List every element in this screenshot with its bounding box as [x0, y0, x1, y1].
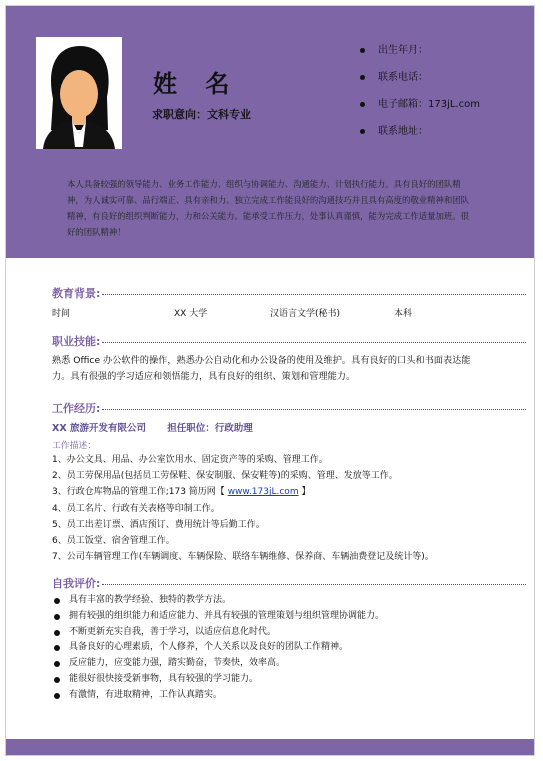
skills-title: 职业技能:: [52, 335, 101, 348]
evaluation-item: [52, 593, 492, 609]
work-item-text: 3、行政仓库物品的管理工作;173 简历网【: [52, 487, 225, 498]
education-major: 汉语言文学(秘书): [270, 309, 341, 319]
bullet-icon: [360, 129, 365, 134]
evaluation-item: [52, 609, 492, 625]
bullet-icon: [54, 630, 60, 636]
evaluation-item: [52, 656, 492, 672]
bullet-icon: [54, 645, 60, 651]
evaluation-title: 自我评价:: [52, 577, 101, 590]
work-item: 6、员工饭堂、宿舍管理工作。: [52, 536, 175, 547]
contact-label: 电子邮箱：173jL.com: [378, 99, 480, 110]
education-divider: [102, 294, 526, 295]
education-time: 时间: [52, 309, 71, 319]
contact-phone: [360, 71, 480, 98]
skills-divider: [102, 342, 526, 343]
position-title: 担任职位：行政助理: [167, 423, 253, 434]
education-degree: 本科: [394, 309, 413, 319]
website-link[interactable]: www.173jL.com: [227, 487, 299, 498]
evaluation-item: [52, 625, 492, 641]
evaluation-item: [52, 688, 492, 704]
evaluation-text: 反应能力，应变能力强，踏实勤奋，节奏快，效率高。: [69, 658, 286, 669]
evaluation-text: 拥有较强的组织能力和适应能力、并具有较强的管理策划与组织管理协调能力。: [69, 610, 385, 621]
work-item-suffix: 】: [301, 487, 311, 498]
evaluation-text: 具有丰富的教学经验、独特的教学方法。: [69, 595, 232, 605]
work-item: 2、员工劳保用品(包括员工劳保鞋、保安制服、保安鞋等)的采购、管理、发放等工作。: [52, 471, 398, 482]
evaluation-text: 能很好很快接受新事物，具有较强的学习能力。: [69, 673, 259, 684]
work-desc-label: 工作描述：: [52, 441, 96, 451]
evaluation-text: 不断更新充实自我，善于学习，以适应信息化时代。: [69, 626, 277, 637]
contact-address: [360, 125, 480, 152]
work-item: 1、办公文具、用品、办公室饮用水、固定资产等的采购、管理工作。: [52, 455, 328, 465]
evaluation-text: 有激情，有进取精神，工作认真踏实。: [69, 689, 223, 700]
candidate-name: 姓 名: [153, 70, 240, 98]
contact-email: [360, 98, 480, 125]
contact-label: 联系地址：: [378, 126, 428, 137]
job-intent: 求职意向：文科专业: [152, 108, 251, 121]
work-item: 4、员工名片、行政有关表格等印制工作。: [52, 503, 220, 514]
skills-text: 熟悉 Office 办公软件的操作，熟悉办公自动化和办公设备的使用及维护。具有良好的口头和书面表达能力。具有很强的学习适应和领悟能力，具有良好的组织、策划和管理能力。: [52, 355, 471, 382]
bullet-icon: [360, 102, 365, 107]
contact-label: 联系电话：: [378, 72, 428, 83]
contact-label: 出生年月：: [378, 45, 428, 56]
bullet-icon: [54, 598, 60, 604]
bullet-icon: [54, 693, 60, 699]
work-title: 工作经历:: [52, 402, 101, 415]
work-item: 7、公司车辆管理工作(车辆调度、车辆保险、联络车辆维修、保养商、车辆油费登记及统计等)。: [52, 552, 434, 563]
contact-birth: [360, 44, 480, 71]
evaluation-divider: [102, 584, 526, 585]
header-banner: [6, 6, 534, 258]
profile-photo: [36, 37, 122, 149]
footer-bar: [6, 739, 534, 755]
evaluation-text: 具备良好的心理素质，个人修养，个人关系以及良好的团队工作精神。: [69, 642, 349, 653]
work-item: [52, 484, 492, 500]
bullet-icon: [54, 661, 60, 667]
work-item: 5、员工出差订票、酒店预订、费用统计等后勤工作。: [52, 519, 265, 530]
resume-page: [5, 5, 535, 756]
education-school: XX 大学: [174, 309, 208, 319]
work-header: [52, 420, 253, 434]
company-name: XX 旅游开发有限公司: [52, 423, 146, 434]
evaluation-list: [52, 593, 492, 704]
bullet-icon: [54, 677, 60, 683]
contact-list: [360, 44, 480, 152]
profile-summary: 本人具备较强的领导能力、业务工作能力、组织与协调能力、沟通能力、计划执行能力。具有良好的团队精神，为人诚实可靠、品行端正、具有亲和力、独立完成工作能良好的沟通技巧并且具有高度的敬业精神和团队精神，有良好的组织判断能力，力和公关能力。能承受工作压力，处事认真谨慎，能为完成工作适量加班。很好的团队精神！: [67, 179, 469, 237]
evaluation-item: [52, 672, 492, 688]
work-divider: [102, 409, 526, 410]
bullet-icon: [360, 75, 365, 80]
bullet-icon: [360, 48, 365, 53]
avatar-icon: [36, 37, 122, 149]
education-title: 教育背景:: [52, 287, 101, 300]
work-list: [52, 452, 492, 565]
bullet-icon: [54, 614, 60, 620]
evaluation-item: [52, 640, 492, 656]
